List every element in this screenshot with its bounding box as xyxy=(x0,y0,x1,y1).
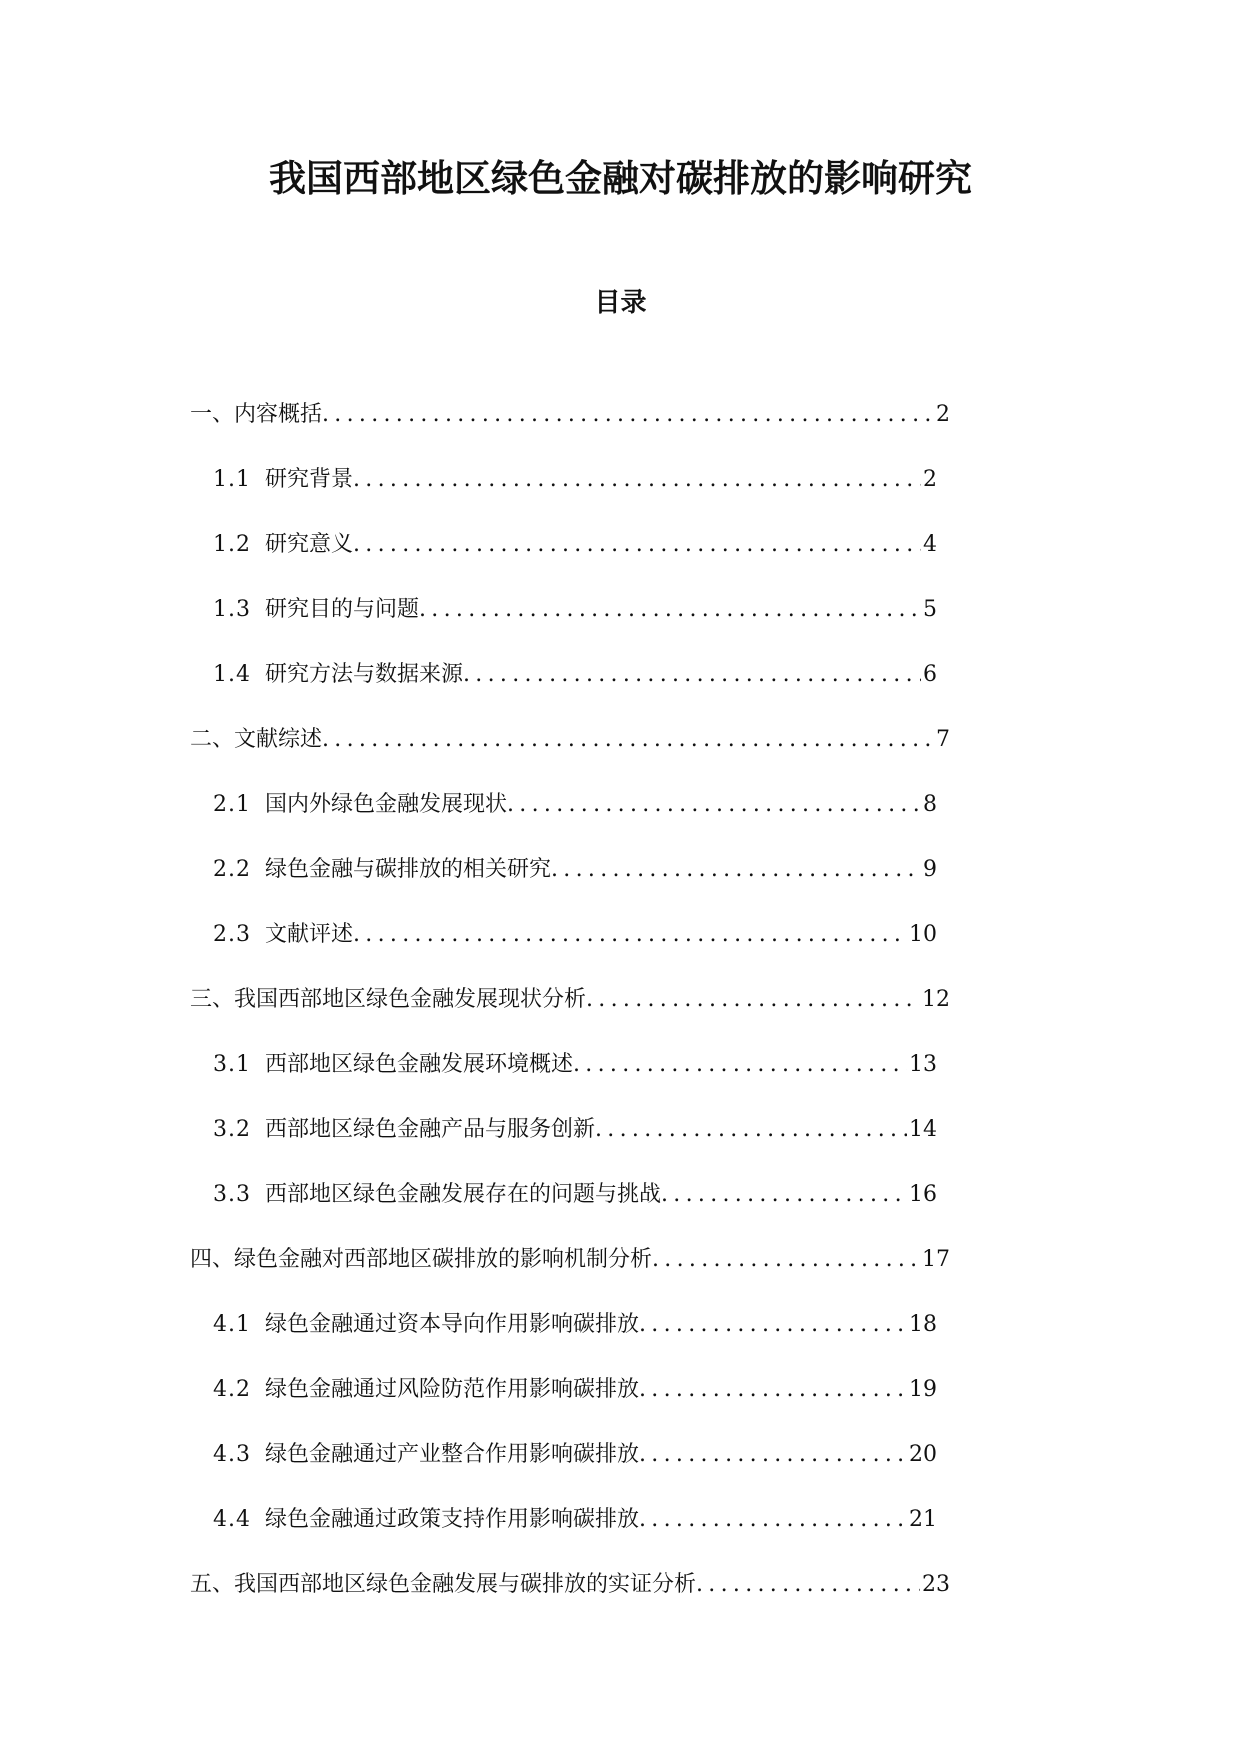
toc-entry-line xyxy=(190,397,950,428)
toc-entry[interactable] xyxy=(0,510,1241,575)
toc-entry-label: 绿色金融通过产业整合作用影响碳排放 xyxy=(265,1442,640,1467)
toc-dot-leader xyxy=(463,662,921,687)
toc-entry-label: 绿色金融通过政策支持作用影响碳排放 xyxy=(265,1507,640,1532)
toc-entry-label: 研究背景 xyxy=(265,467,354,492)
toc-page-number: 6 xyxy=(923,662,937,687)
toc-page-number: 18 xyxy=(909,1312,937,1337)
toc-entry-line xyxy=(213,1112,937,1143)
toc-entry[interactable] xyxy=(0,1290,1241,1355)
toc-entry-line xyxy=(213,917,937,948)
toc-entry[interactable] xyxy=(0,1095,1241,1160)
toc-page-number: 7 xyxy=(936,727,950,752)
toc-entry-number: 1.2 xyxy=(213,532,251,557)
toc-entry-line xyxy=(213,787,937,818)
toc-dot-leader xyxy=(353,532,921,557)
toc-entry-number: 4.2 xyxy=(213,1377,251,1402)
toc-heading: 目录 xyxy=(594,288,647,318)
toc-entry-number: 1.1 xyxy=(213,467,251,492)
toc-entry[interactable] xyxy=(0,1485,1241,1550)
toc-page-number: 16 xyxy=(909,1182,937,1207)
toc-page-number: 9 xyxy=(923,857,937,882)
toc-entry-line xyxy=(213,592,937,623)
toc-entry[interactable] xyxy=(0,965,1241,1030)
toc-page-number: 17 xyxy=(922,1247,950,1272)
toc-entry[interactable] xyxy=(0,1420,1241,1485)
toc-page-number: 19 xyxy=(909,1377,937,1402)
toc-page-number: 4 xyxy=(923,532,937,557)
toc-entry-line xyxy=(213,1502,937,1533)
toc-entry-number: 2.3 xyxy=(213,922,251,947)
toc-dot-leader xyxy=(586,987,920,1012)
toc-entry-line xyxy=(213,527,937,558)
toc-entry-label: 三、我国西部地区绿色金融发展现状分析 xyxy=(190,987,587,1012)
toc-entry-label: 西部地区绿色金融发展环境概述 xyxy=(265,1052,574,1077)
toc-entry-number: 1.4 xyxy=(213,662,251,687)
toc-entry-line xyxy=(213,852,937,883)
toc-entry-line xyxy=(190,1242,950,1273)
document-title: 我国西部地区绿色金融对碳排放的影响研究 xyxy=(269,157,972,200)
toc-entry-line xyxy=(213,657,937,688)
toc-entry-line xyxy=(190,722,950,753)
toc-dot-leader xyxy=(652,1247,920,1272)
toc-entry[interactable] xyxy=(0,705,1241,770)
toc-entry-line xyxy=(190,1567,950,1598)
toc-entry-number: 3.1 xyxy=(213,1052,251,1077)
toc-entry[interactable] xyxy=(0,770,1241,835)
toc-entry-number: 2.1 xyxy=(213,792,251,817)
toc-entry[interactable] xyxy=(0,1355,1241,1420)
toc-entry-label: 西部地区绿色金融产品与服务创新 xyxy=(265,1117,596,1142)
toc-dot-leader xyxy=(661,1182,907,1207)
toc-dot-leader xyxy=(507,792,921,817)
toc-entry[interactable] xyxy=(0,640,1241,705)
toc-entry[interactable] xyxy=(0,835,1241,900)
toc-entry-label: 研究方法与数据来源 xyxy=(265,662,464,687)
toc-entry-line xyxy=(190,982,950,1013)
toc-page-number: 20 xyxy=(909,1442,937,1467)
toc-entry[interactable] xyxy=(0,445,1241,510)
toc-dot-leader xyxy=(696,1572,920,1597)
toc-dot-leader xyxy=(322,402,934,427)
toc-entry-line xyxy=(213,1437,937,1468)
toc-dot-leader xyxy=(595,1117,907,1142)
toc-page-number: 23 xyxy=(922,1572,950,1597)
toc-entry-number: 4.1 xyxy=(213,1312,251,1337)
toc-entry-line xyxy=(213,1307,937,1338)
toc-entry-number: 4.4 xyxy=(213,1507,251,1532)
toc-entry[interactable] xyxy=(0,900,1241,965)
toc-entry-number: 4.3 xyxy=(213,1442,251,1467)
toc-entry-label: 一、内容概括 xyxy=(190,402,323,427)
toc-entry[interactable] xyxy=(0,1030,1241,1095)
toc-entry-line xyxy=(213,1177,937,1208)
toc-dot-leader xyxy=(353,467,921,492)
toc-entry-label: 四、绿色金融对西部地区碳排放的影响机制分析 xyxy=(190,1247,653,1272)
toc-entry-line xyxy=(213,1372,937,1403)
toc-page-number: 13 xyxy=(909,1052,937,1077)
toc-dot-leader xyxy=(551,857,921,882)
toc-page-number: 21 xyxy=(909,1507,937,1532)
toc-dot-leader xyxy=(639,1377,907,1402)
toc-entry[interactable] xyxy=(0,1550,1241,1615)
toc-dot-leader xyxy=(419,597,921,622)
toc-dot-leader xyxy=(639,1312,907,1337)
toc-page-number: 2 xyxy=(923,467,937,492)
toc-entry-label: 五、我国西部地区绿色金融发展与碳排放的实证分析 xyxy=(190,1572,697,1597)
toc-entry-number: 3.3 xyxy=(213,1182,251,1207)
toc-dot-leader xyxy=(353,922,907,947)
toc-page-number: 14 xyxy=(909,1117,937,1142)
toc-page-number: 10 xyxy=(909,922,937,947)
toc-dot-leader xyxy=(322,727,934,752)
toc-entry-number: 1.3 xyxy=(213,597,251,622)
toc-page-number: 8 xyxy=(923,792,937,817)
toc-entry-line xyxy=(213,1047,937,1078)
toc-entry-label: 研究目的与问题 xyxy=(265,597,420,622)
toc-dot-leader xyxy=(639,1442,907,1467)
toc-entry-number: 3.2 xyxy=(213,1117,251,1142)
toc-entry-label: 国内外绿色金融发展现状 xyxy=(265,792,508,817)
toc-entry[interactable] xyxy=(0,380,1241,445)
table-of-contents xyxy=(0,380,1241,1615)
toc-entry[interactable] xyxy=(0,1225,1241,1290)
toc-entry-label: 二、文献综述 xyxy=(190,727,323,752)
toc-entry[interactable] xyxy=(0,1160,1241,1225)
toc-entry-label: 绿色金融通过风险防范作用影响碳排放 xyxy=(265,1377,640,1402)
toc-entry-label: 绿色金融与碳排放的相关研究 xyxy=(265,857,552,882)
toc-entry[interactable] xyxy=(0,575,1241,640)
toc-entry-label: 西部地区绿色金融发展存在的问题与挑战 xyxy=(265,1182,662,1207)
toc-dot-leader xyxy=(573,1052,907,1077)
toc-dot-leader xyxy=(639,1507,907,1532)
toc-page-number: 5 xyxy=(923,597,937,622)
toc-entry-label: 绿色金融通过资本导向作用影响碳排放 xyxy=(265,1312,640,1337)
toc-entry-line xyxy=(213,462,937,493)
toc-entry-number: 2.2 xyxy=(213,857,251,882)
toc-entry-label: 文献评述 xyxy=(265,922,354,947)
toc-entry-label: 研究意义 xyxy=(265,532,354,557)
toc-page-number: 2 xyxy=(936,402,950,427)
toc-page-number: 12 xyxy=(922,987,950,1012)
